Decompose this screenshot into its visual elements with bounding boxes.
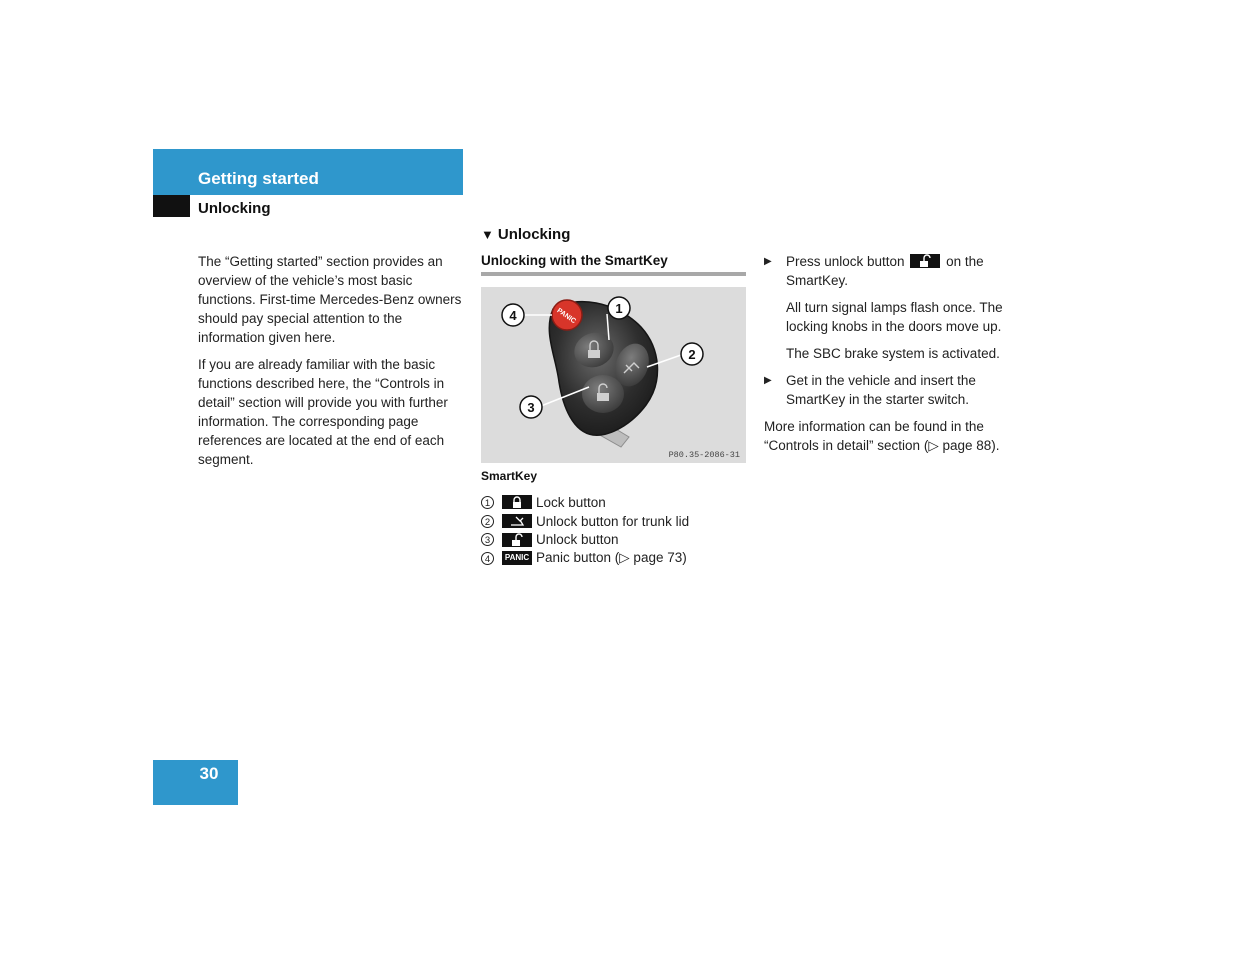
instructions xyxy=(764,252,1024,455)
callout-3: 3 xyxy=(527,400,535,415)
figure-code: P80.35-2086-31 xyxy=(668,450,740,460)
intro-paragraph-1: The “Getting started” section provides an overview of the vehicle’s most basic functions. First-time Mercedes-Benz owners should pay special attention to the information given here. xyxy=(198,254,462,345)
callout-4: 4 xyxy=(509,308,517,323)
legend-label: Unlock button for trunk lid xyxy=(536,513,690,529)
legend-number: 2 xyxy=(481,515,494,528)
callout-1: 1 xyxy=(615,301,623,316)
legend-list xyxy=(481,493,689,568)
more-info: More information can be found in the “Controls in detail” section (▷ page 88). xyxy=(764,419,1000,453)
legend-number: 4 xyxy=(481,552,494,565)
section-title: Getting started xyxy=(198,169,319,188)
trunk-icon xyxy=(502,514,532,528)
legend-item xyxy=(481,530,689,549)
panic-button-label: PANIC xyxy=(555,307,577,326)
legend-label: Unlock button xyxy=(536,532,619,548)
lock-icon xyxy=(502,495,532,509)
panic-icon: PANIC xyxy=(502,551,532,565)
smartkey-figure xyxy=(481,287,746,463)
legend-label: Panic button (▷ page 73) xyxy=(536,550,687,566)
step-1-text-after: on the SmartKey. xyxy=(786,254,984,288)
bullet-arrow-icon: ▶ xyxy=(764,375,772,386)
step-2-text: Get in the vehicle and insert the SmartKey in the starter switch. xyxy=(786,373,976,407)
bullet-arrow-icon: ▶ xyxy=(764,256,772,267)
figure-caption: SmartKey xyxy=(481,469,538,483)
section-marker-icon: ▼ xyxy=(481,227,494,242)
legend-item xyxy=(481,512,689,531)
instruction-step-2 xyxy=(764,371,1024,409)
step-1-text-before: Press unlock button xyxy=(786,254,905,269)
section-heading xyxy=(481,226,570,243)
legend-item xyxy=(481,493,689,512)
page-number: 30 xyxy=(199,764,219,783)
section-heading-text: Unlocking xyxy=(497,226,571,243)
instruction-step-1 xyxy=(764,252,1024,290)
result-1: All turn signal lamps flash once. The locking knobs in the doors move up. xyxy=(786,300,1003,334)
unlock-icon xyxy=(910,254,940,268)
subsection-tab-marker xyxy=(153,195,190,217)
legend-label: Lock button xyxy=(536,494,606,510)
intro-text xyxy=(198,252,466,477)
intro-paragraph-2: If you are already familiar with the basic functions described here, the “Controls in detail” section will provide you with further information. The corresponding page references are located at the end of each segment. xyxy=(198,357,448,467)
legend-item xyxy=(481,549,689,568)
subsection-heading: Unlocking with the SmartKey xyxy=(481,253,668,268)
callout-2: 2 xyxy=(688,347,696,362)
smartkey-illustration xyxy=(481,287,746,463)
unlock-icon xyxy=(502,533,532,547)
result-2: The SBC brake system is activated. xyxy=(786,346,1000,361)
heading-rule xyxy=(481,272,746,276)
legend-number: 3 xyxy=(481,533,494,546)
subsection-title: Unlocking xyxy=(198,200,271,217)
legend-number: 1 xyxy=(481,496,494,509)
